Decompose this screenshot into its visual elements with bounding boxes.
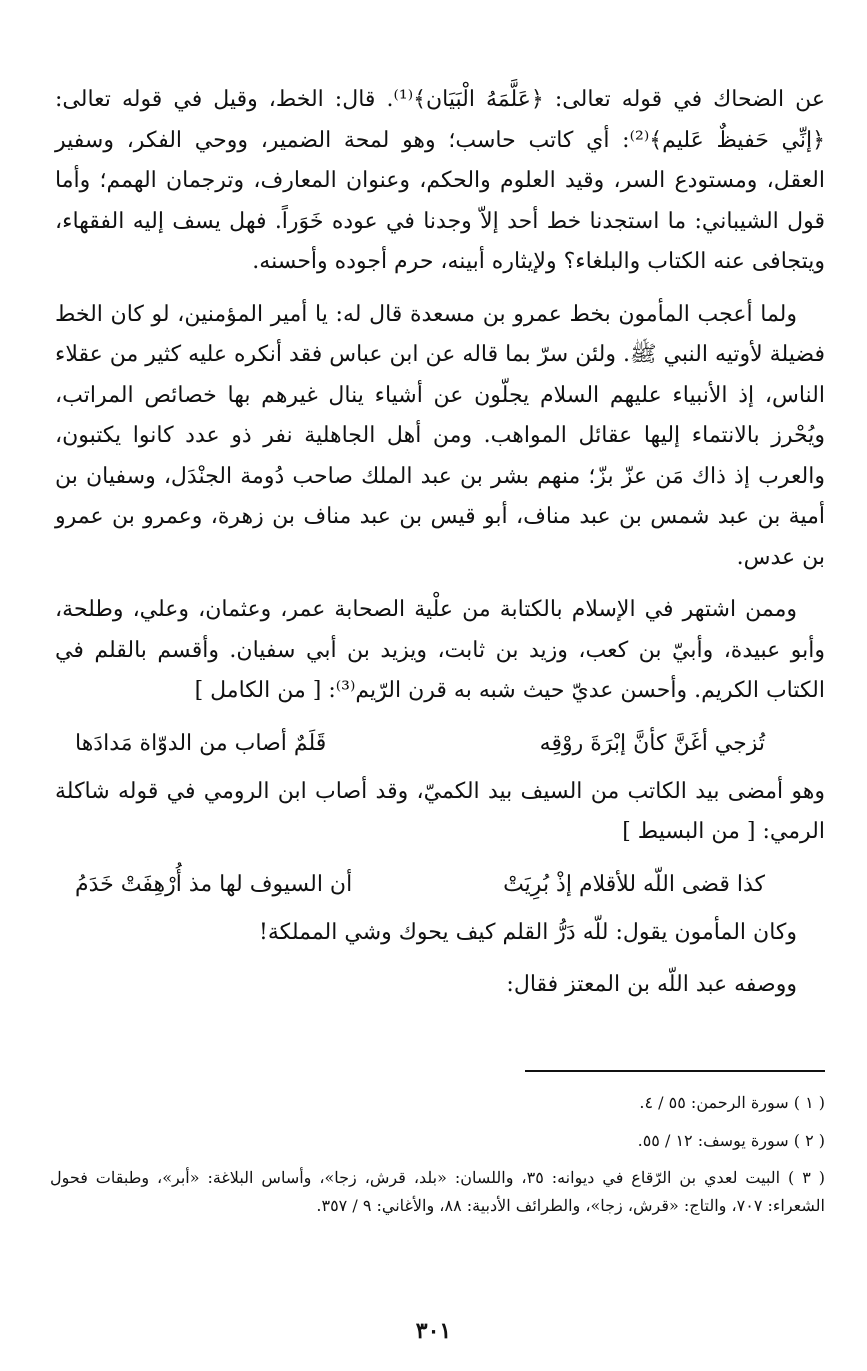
- footnote-1: ( ١ ) سورة الرحمن: ٥٥ / ٤.: [639, 1093, 825, 1112]
- verse-1: [55, 724, 825, 764]
- footnote-separator: [525, 1070, 825, 1072]
- footnotes: [50, 1088, 825, 1229]
- footnote-2: ( ٢ ) سورة يوسف: ١٢ / ٥٥.: [637, 1131, 825, 1150]
- paragraph-6: ووصفه عبد اللّه بن المعتز فقال:: [506, 972, 797, 997]
- verse-2-second-hemistich: أن السيوف لها مذ أُرْهِفَتْ خَدَمُ: [75, 871, 353, 897]
- verse-2-first-hemistich: كذا قضى اللّه للأقلام إذْ بُرِيَتْ: [503, 871, 765, 897]
- paragraph-2: ولما أعجب المأمون بخط عمرو بن مسعدة قال له: يا أمير المؤمنين، لو كان الخط فضيلة لأوتيه النبي ﷺ. ولئن سرّ بما قاله عن ابن عباس فقد أنكره عليه كثير من عقلاء الناس، إذ الأنبياء عليهم السلام يجلّون عن أشياء ينال غيرهم بها خصائص المراتب، ويُحْرز بالانتماء إليها عقائل المواهب. ومن أهل الجاهلية نفر ذو عدد كانوا يكتبون، والعرب إذ ذاك مَن عزّ بزّ؛ منهم بشر بن عبد الملك صاحب دُومة الجنْدَل، وسفيان بن أمية بن عبد شمس بن عبد مناف، أبو قيس بن عبد مناف بن زهرة، وعمرو بن عمرو بن عدس.: [55, 301, 825, 570]
- paragraph-5: وكان المأمون يقول: للّه دَرُّ القلم كيف يحوك وشي المملكة!: [259, 919, 797, 945]
- verse-1-first-hemistich: تُزجي أغَنَّ كأنَّ إبْرَةَ روْقِه: [539, 730, 765, 756]
- paragraph-4: وهو أمضى بيد الكاتب من السيف بيد الكميّ، وقد أصاب ابن الرومي في قوله شاكلة الرمي: [ من البسيط ]: [55, 778, 825, 844]
- verse-2: [55, 865, 825, 905]
- page-number: ٣٠١: [415, 1318, 452, 1344]
- paragraph-1: عن الضحاك في قوله تعالى: ﴿عَلَّمَهُ الْبَيَان﴾⁽¹⁾. قال: الخط، وقيل في قوله تعالى: ﴿إنِّي حَفيظٌ عَليم﴾⁽²⁾: أي كاتب حاسب؛ وهو لمحة الضمير، ووحي الفكر، وسفير العقل، ومستودع السر، وقيد العلوم والحكم، وعنوان المعارف، وترجمان الهمم؛ وأما قول الشيباني: ما استجدنا خط أحد إلاّ وجدنا في عوده خَوَراً. فهل يسف إليه الفقهاء، ويتجافى عنه الكتاب والبلغاء؟ ولإيثاره أبينه، حرم أجوده وأحسنه.: [55, 87, 825, 274]
- paragraph-3: وممن اشتهر في الإسلام بالكتابة من علْية الصحابة عمر، وعثمان، وعلي، وطلحة، وأبو عبيدة، وأبيّ بن كعب، وزيد بن ثابت، ويزيد بن أبي سفيان. وأقسم بالقلم في الكتاب الكريم. وأحسن عديّ حيث شبه به قرن الرّيم⁽³⁾: [ من الكامل ]: [55, 597, 826, 703]
- verse-1-second-hemistich: قَلَمٌ أصاب من الدوّاة مَدادَها: [75, 730, 327, 756]
- main-text: [55, 80, 825, 1018]
- footnote-3: ( ٣ ) البيت لعدي بن الرّقاع في ديوانه: ٣٥، واللسان: «بلد، قرش، زجا»، وأساس البلاغة: «أبر»، وطبقات فحول الشعراء: ٧٠٧، والتاج: «قرش، زجا»، والطرائف الأدبية: ٨٨، والأغاني: ٩ / ٣٥٧.: [50, 1168, 826, 1215]
